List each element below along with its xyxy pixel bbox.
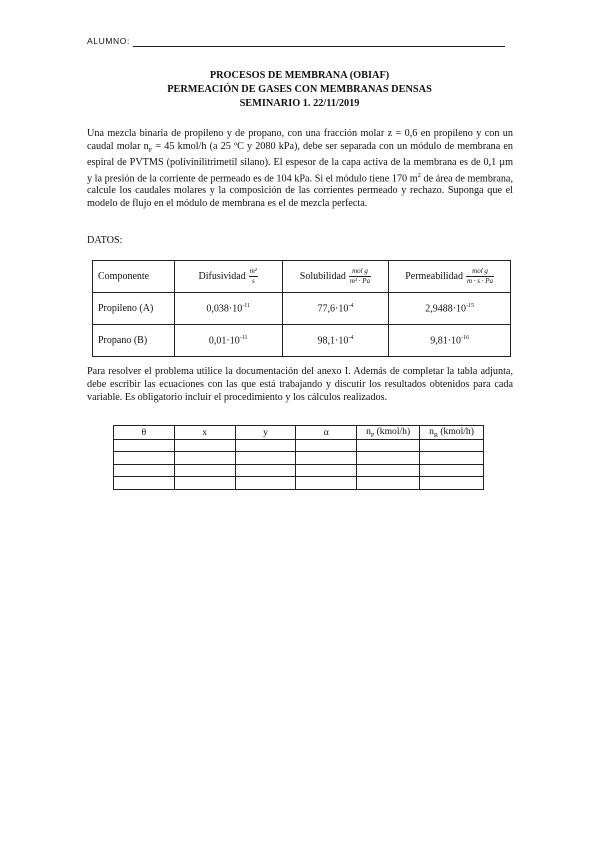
blank-cell[interactable] bbox=[296, 477, 357, 490]
table-row bbox=[114, 452, 484, 465]
component-name: Propileno (A) bbox=[93, 293, 175, 325]
blank-cell[interactable] bbox=[235, 439, 296, 452]
blank-cell[interactable] bbox=[357, 464, 420, 477]
solubilidad-value: $77,6\cdot 10^{-4}$ bbox=[282, 293, 389, 325]
blank-cell[interactable] bbox=[357, 477, 420, 490]
header-y: y bbox=[235, 426, 296, 440]
component-name: Propano (B) bbox=[93, 325, 175, 357]
topic-title: PERMEACIÓN DE GASES CON MEMBRANAS DENSAS bbox=[167, 84, 432, 95]
blank-cell[interactable] bbox=[296, 452, 357, 465]
blank-cell[interactable] bbox=[174, 439, 235, 452]
student-name-label: ALUMNO: bbox=[87, 36, 130, 46]
table-row-propano bbox=[93, 325, 511, 357]
blank-cell[interactable] bbox=[114, 477, 175, 490]
blank-cell[interactable] bbox=[296, 439, 357, 452]
results-table bbox=[113, 425, 484, 490]
blank-cell[interactable] bbox=[114, 452, 175, 465]
difusividad-value: $0,038\cdot 10^{-11}$ bbox=[174, 293, 282, 325]
header-permeabilidad: Permeabilidad $\frac{\text{mol g}}{m \cdot s \cdot Pa}$ bbox=[389, 261, 511, 293]
table-row bbox=[114, 464, 484, 477]
course-title: PROCESOS DE MEMBRANA (OBIAF) bbox=[209, 70, 390, 81]
blank-cell[interactable] bbox=[174, 464, 235, 477]
table-row bbox=[114, 439, 484, 452]
header-difusividad: Difusividad $\frac{\text{m²}}{s}$ bbox=[174, 261, 282, 293]
blank-cell[interactable] bbox=[174, 477, 235, 490]
seminar-title: SEMINARIO 1. 22/11/2019 bbox=[239, 98, 360, 109]
blank-cell[interactable] bbox=[174, 452, 235, 465]
problem-statement: Una mezcla binaria de propileno y de propano, con una fracción molar z = 0,6 en propileno y con un caudal molar $n_F = 45$ kmol/h (a 25 ºC y 2080 kPa), debe ser separada con un módulo de membrana en espiral de PVTMS (polivinilitrimetil silano). El espesor de la capa activa de la membrana es de 0,1 µm y la presión de la corriente de permeado es de 104 kPa. Si el módulo tiene 170 $m^2$ de área de membrana, calcule los caudales molares y la composición de las corrientes permeado y rechazo. Suponga que el modelo de flujo en el módulo de membrana es el de mezcla perfecta. bbox=[87, 128, 514, 209]
blank-cell[interactable] bbox=[114, 464, 175, 477]
blank-cell[interactable] bbox=[420, 452, 484, 465]
header-solubilidad: Solubilidad $\frac{\text{mol g}}{\text{m³ · Pa}}$ bbox=[282, 261, 389, 293]
results-table-header-row bbox=[114, 426, 484, 440]
table-row bbox=[114, 477, 484, 490]
blank-cell[interactable] bbox=[357, 452, 420, 465]
blank-cell[interactable] bbox=[114, 439, 175, 452]
blank-cell[interactable] bbox=[357, 439, 420, 452]
blank-cell[interactable] bbox=[235, 452, 296, 465]
header-alpha: α bbox=[296, 426, 357, 440]
header-componente: Componente bbox=[93, 261, 175, 293]
permeabilidad-value: $2,9488\cdot 10^{-15}$ bbox=[389, 293, 511, 325]
blank-cell[interactable] bbox=[235, 477, 296, 490]
blank-cell[interactable] bbox=[296, 464, 357, 477]
difusividad-value: $0,01\cdot 10^{-11}$ bbox=[174, 325, 282, 357]
header-nr: $n_R$ (kmol/h) bbox=[420, 426, 484, 440]
header-theta: θ bbox=[114, 426, 175, 440]
instructions-paragraph: Para resolver el problema utilice la documentación del anexo I. Además de completar la tabla adjunta, debe escribir las ecuaciones con las que está trabajando y discutir los resultados obtenidos para cada variable. Es obligatorio incluir el procedimiento y los cálculos realizados. bbox=[87, 366, 513, 403]
blank-cell[interactable] bbox=[420, 439, 484, 452]
data-table-header-row bbox=[93, 261, 511, 293]
data-table bbox=[92, 260, 511, 357]
blank-cell[interactable] bbox=[420, 477, 484, 490]
blank-cell[interactable] bbox=[235, 464, 296, 477]
header-np: $n_P$ (kmol/h) bbox=[357, 426, 420, 440]
solubilidad-value: $98,1\cdot 10^{-4}$ bbox=[282, 325, 389, 357]
header-x: x bbox=[174, 426, 235, 440]
student-name-line[interactable] bbox=[133, 46, 505, 47]
datos-label: DATOS: bbox=[87, 235, 123, 246]
permeabilidad-value: $9,81\cdot 10^{-16}$ bbox=[389, 325, 511, 357]
table-row-propileno bbox=[93, 293, 511, 325]
blank-cell[interactable] bbox=[420, 464, 484, 477]
